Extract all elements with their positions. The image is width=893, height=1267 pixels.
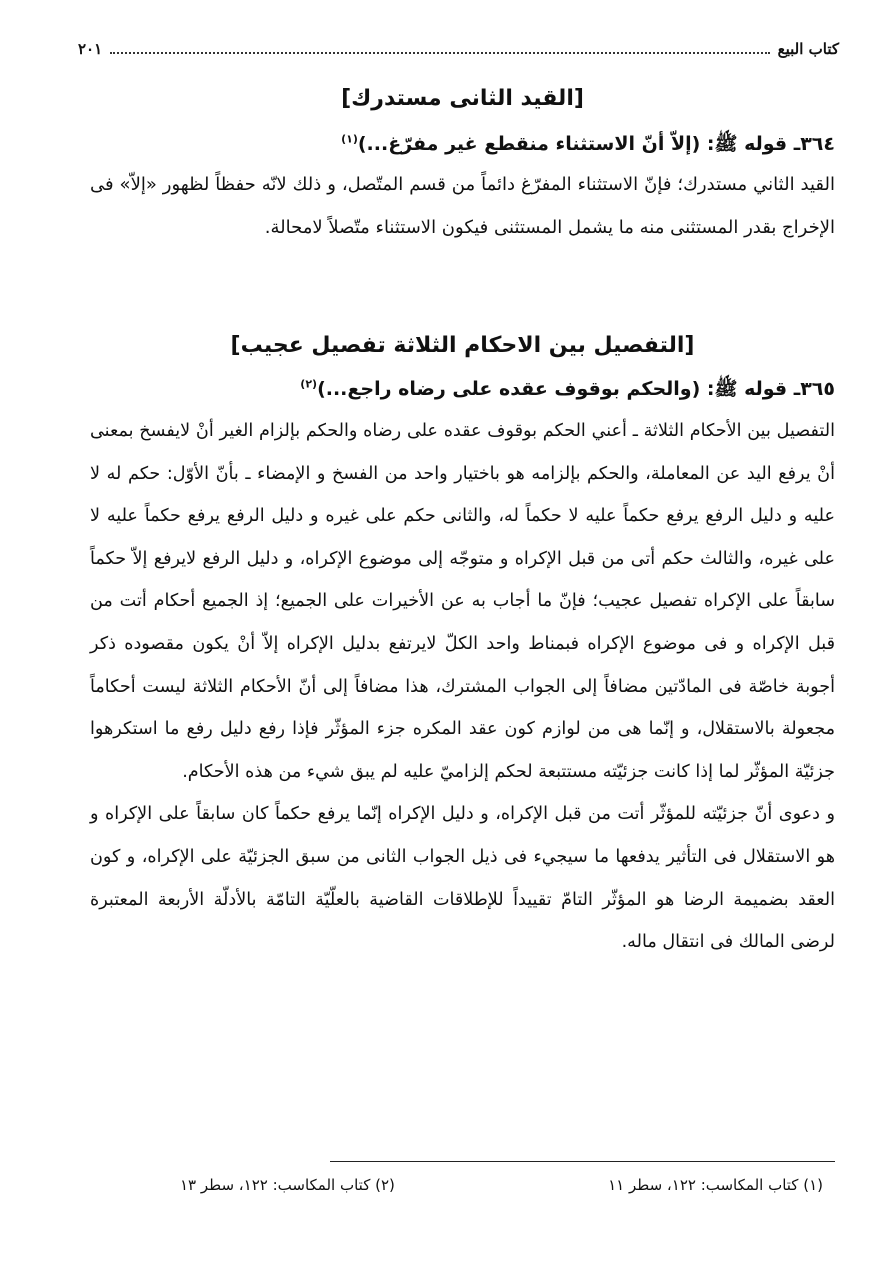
item-title-364 <box>90 132 835 160</box>
paragraph: التفصيل بين الأحكام الثلاثة ـ أعني الحكم بوقوف عقده على رضاه والحكم بإلزام الغير أنْ لايفسخ بمعنى أنْ يرفع اليد عن المعاملة، والحكم بإلزامه هو باختيار واحد من الفسخ و الإمضاء ـ بأنّ الأوّل: حكم له لا عليه و دليل الرفع يرفع حكماً عليه لا حكماً له، والثانى حكم على غيره و دليل الرفع يرفع حكماً عليه لا على غيره، والثالث حكم أتى من قبل الإكراه و متوجّه إلى موضوع الإكراه، و دليل الرفع لايرفع إلاّ حكماً سابقاً على الإكراه تفصيل عجيب؛ فإنّ ما أجاب به عن الأخيرات على الجميع؛ إذ الجميع أحكام أتت من قبل الإكراه و فى موضوع الإكراه فبمناط واحد الكلّ لايرتفع بدليل الإكراه إلاّ أنْ يكون مقصوده ذكر أجوبة خاصّة فى المادّتين مضافاً إلى الجواب المشترك، هذا مضافاً إلى أنّ الأحكام الثلاثة ليست أحكاماً مجعولة بالاستقلال، و إنّما هى من لوازم كون عقد المكره جزء المؤثّر فإذا رفع دليل رفع ما استكرهوا جزئيّة المؤثّر لما إذا كانت جزئيّته مستتبعة لحكم إلزاميّ عليه لم يبق شيء من هذه الأحكام. <box>90 421 835 782</box>
footnote-1: (١) كتاب المكاسب: ١٢٢، سطر ١١ <box>608 1176 823 1194</box>
footnote-2: (٢) كتاب المكاسب: ١٢٢، سطر ١٣ <box>180 1176 395 1194</box>
footnotes <box>180 1176 823 1204</box>
dotted-leader <box>110 44 769 54</box>
item-title-365 <box>90 377 835 405</box>
section2-body <box>90 410 835 964</box>
footnote-ref-1: (١) <box>341 132 358 146</box>
paragraph: و دعوى أنّ جزئيّته للمؤثّر أتت من قبل الإكراه، و دليل الإكراه إنّما يرفع حكماً كان سابقاً على الإكراه و هو الاستقلال فى التأثير يدفعها ما سيجيء فى ذيل الجواب الثانى من سبق الجزئيّة على الإكراه، و كون العقد بضميمة الرضا هو المؤثّر التامّ تقييداً للإطلاقات القاضية بالعلّيّة التامّة بالأدلّة الأربعة المعتبرة لرضى المالك فى انتقال ماله. <box>90 804 835 953</box>
section1-body <box>90 163 835 249</box>
paragraph: القيد الثاني مستدرك؛ فإنّ الاستثناء المفرّغ دائماً من قسم المتّصل، و ذلك لانّه حفظاً لظهور «إلاّ» فى الإخراج بقدر المستثنى منه ما يشمل المستثنى فيكون الاستثناء متّصلاً لامحالة. <box>90 174 835 238</box>
item-title-text: ٣٦٥ـ قوله ﷺ: (والحكم بوقوف عقده على رضاه راجع...) <box>317 378 835 400</box>
section-heading-2: [التفصيل بين الاحكام الثلاثة تفصيل عجيب] <box>230 333 695 358</box>
page-number: ٢٠١ <box>78 40 103 58</box>
section-heading-1: [القيد الثانى مستدرك] <box>341 86 584 111</box>
footnote-ref-2: (٢) <box>300 377 318 391</box>
running-header <box>78 34 839 64</box>
book-title: كتاب البيع <box>777 40 839 58</box>
item-title-text: ٣٦٤ـ قوله ﷺ: (إلاّ أنّ الاستثناء منقطع غير مفرّغ...) <box>357 133 835 155</box>
footnote-divider <box>330 1161 835 1162</box>
